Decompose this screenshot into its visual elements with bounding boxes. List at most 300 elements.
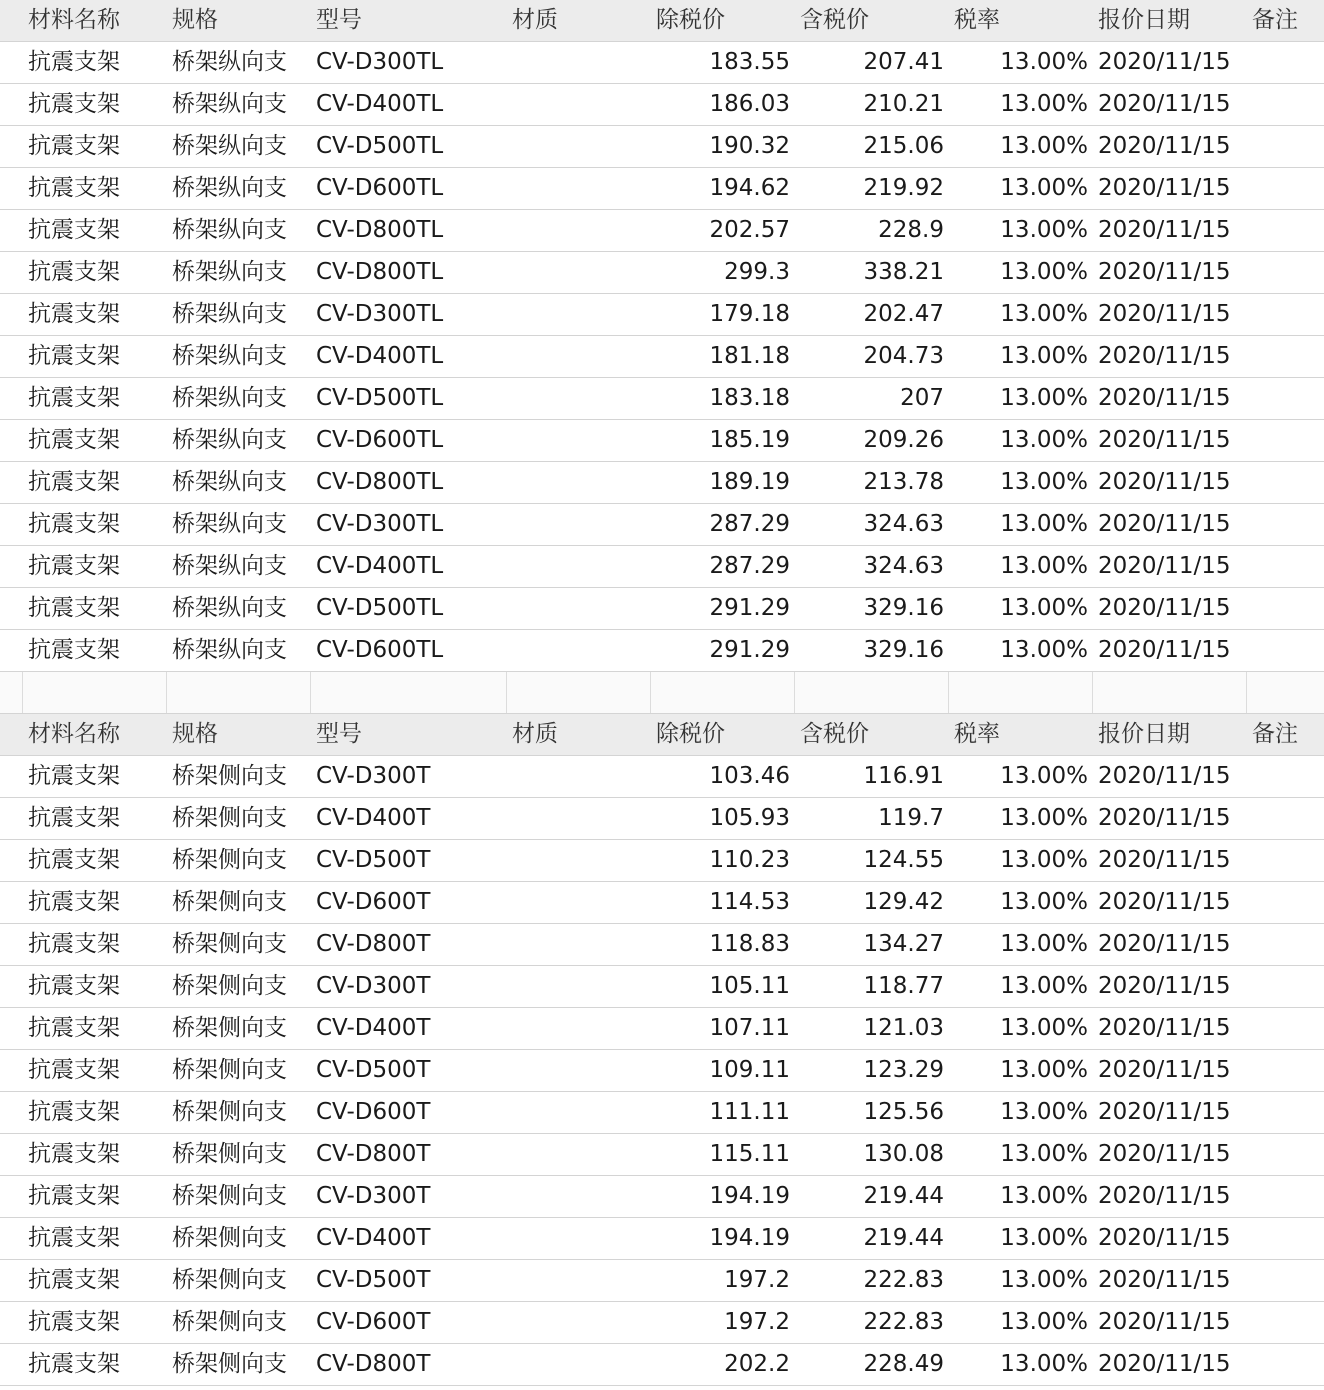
cell-spec[interactable]: 桥架纵向支 bbox=[172, 217, 287, 243]
cell-model[interactable]: CV-D400T bbox=[316, 805, 431, 831]
cell-model[interactable]: CV-D300TL bbox=[316, 301, 444, 327]
cell-material-name[interactable]: 抗震支架 bbox=[28, 931, 120, 957]
cell-material-name[interactable]: 抗震支架 bbox=[28, 595, 120, 621]
cell-price-inc-tax[interactable]: 324.63 bbox=[863, 553, 944, 579]
cell-tax-rate[interactable]: 13.00% bbox=[1000, 1309, 1088, 1335]
cell-model[interactable]: CV-D500T bbox=[316, 1267, 431, 1293]
cell-texture[interactable] bbox=[512, 966, 652, 1007]
cell-model[interactable]: CV-D400TL bbox=[316, 91, 444, 117]
cell-texture[interactable] bbox=[512, 840, 652, 881]
cell-tax-rate[interactable]: 13.00% bbox=[1000, 889, 1088, 915]
cell-remark[interactable] bbox=[1252, 882, 1324, 923]
table-row bbox=[0, 1302, 1324, 1344]
cell-tax-rate[interactable]: 13.00% bbox=[1000, 1057, 1088, 1083]
cell-tax-rate[interactable]: 13.00% bbox=[1000, 1351, 1088, 1377]
cell-model[interactable]: CV-D800T bbox=[316, 1351, 431, 1377]
cell-model[interactable]: CV-D600T bbox=[316, 1309, 431, 1335]
cell-spec[interactable]: 桥架纵向支 bbox=[172, 175, 287, 201]
cell-material-name[interactable]: 抗震支架 bbox=[28, 175, 120, 201]
cell-texture[interactable] bbox=[512, 924, 652, 965]
header-cell-remark[interactable]: 备注 bbox=[1252, 7, 1298, 33]
cell-spec[interactable]: 桥架纵向支 bbox=[172, 553, 287, 579]
cell-material-name[interactable]: 抗震支架 bbox=[28, 301, 120, 327]
cell-remark[interactable] bbox=[1252, 1008, 1324, 1049]
cell-remark[interactable] bbox=[1252, 84, 1324, 125]
cell-spec[interactable]: 桥架纵向支 bbox=[172, 385, 287, 411]
cell-quote-date[interactable]: 2020/11/15 bbox=[1098, 427, 1231, 453]
cell-remark[interactable] bbox=[1252, 168, 1324, 209]
cell-remark[interactable] bbox=[1252, 504, 1324, 545]
cell-price-inc-tax[interactable]: 123.29 bbox=[863, 1057, 944, 1083]
cell-model[interactable]: CV-D300TL bbox=[316, 49, 444, 75]
cell-spec[interactable]: 桥架侧向支 bbox=[172, 1141, 287, 1167]
header-cell-price-inc-tax[interactable]: 含税价 bbox=[800, 721, 869, 747]
cell-tax-rate[interactable]: 13.00% bbox=[1000, 385, 1088, 411]
cell-price-ex-tax[interactable]: 114.53 bbox=[709, 889, 790, 915]
table-row bbox=[0, 378, 1324, 420]
cell-model[interactable]: CV-D600TL bbox=[316, 427, 444, 453]
cell-tax-rate[interactable]: 13.00% bbox=[1000, 1099, 1088, 1125]
cell-price-inc-tax[interactable]: 329.16 bbox=[863, 595, 944, 621]
cell-price-inc-tax[interactable]: 118.77 bbox=[863, 973, 944, 999]
cell-tax-rate[interactable]: 13.00% bbox=[1000, 91, 1088, 117]
cell-model[interactable]: CV-D500TL bbox=[316, 595, 444, 621]
cell-texture[interactable] bbox=[512, 1092, 652, 1133]
cell-texture[interactable] bbox=[512, 84, 652, 125]
cell-price-ex-tax[interactable]: 287.29 bbox=[709, 511, 790, 537]
cell-model[interactable]: CV-D500TL bbox=[316, 133, 444, 159]
blank-row[interactable] bbox=[0, 672, 1324, 714]
cell-spec[interactable]: 桥架纵向支 bbox=[172, 427, 287, 453]
header-cell-material-name[interactable]: 材料名称 bbox=[28, 7, 120, 33]
header-row bbox=[0, 714, 1324, 756]
cell-remark[interactable] bbox=[1252, 378, 1324, 419]
cell-material-name[interactable]: 抗震支架 bbox=[28, 217, 120, 243]
cell-price-ex-tax[interactable]: 291.29 bbox=[709, 595, 790, 621]
cell-quote-date[interactable]: 2020/11/15 bbox=[1098, 343, 1231, 369]
table-row bbox=[0, 84, 1324, 126]
cell-quote-date[interactable]: 2020/11/15 bbox=[1098, 511, 1231, 537]
cell-price-ex-tax[interactable]: 105.11 bbox=[709, 973, 790, 999]
cell-spec[interactable]: 桥架纵向支 bbox=[172, 469, 287, 495]
cell-texture[interactable] bbox=[512, 42, 652, 83]
cell-texture[interactable] bbox=[512, 882, 652, 923]
cell-price-inc-tax[interactable]: 228.49 bbox=[863, 1351, 944, 1377]
cell-price-inc-tax[interactable]: 215.06 bbox=[863, 133, 944, 159]
cell-model[interactable]: CV-D400TL bbox=[316, 553, 444, 579]
cell-remark[interactable] bbox=[1252, 840, 1324, 881]
cell-spec[interactable]: 桥架纵向支 bbox=[172, 343, 287, 369]
cell-material-name[interactable]: 抗震支架 bbox=[28, 889, 120, 915]
cell-material-name[interactable]: 抗震支架 bbox=[28, 1015, 120, 1041]
cell-quote-date[interactable]: 2020/11/15 bbox=[1098, 847, 1231, 873]
cell-remark[interactable] bbox=[1252, 336, 1324, 377]
cell-material-name[interactable]: 抗震支架 bbox=[28, 259, 120, 285]
cell-texture[interactable] bbox=[512, 504, 652, 545]
cell-price-inc-tax[interactable]: 228.9 bbox=[878, 217, 944, 243]
cell-texture[interactable] bbox=[512, 1050, 652, 1091]
cell-price-ex-tax[interactable]: 105.93 bbox=[709, 805, 790, 831]
header-cell-quote-date[interactable]: 报价日期 bbox=[1098, 721, 1190, 747]
cell-model[interactable]: CV-D800T bbox=[316, 931, 431, 957]
cell-texture[interactable] bbox=[512, 252, 652, 293]
cell-tax-rate[interactable]: 13.00% bbox=[1000, 637, 1088, 663]
cell-spec[interactable]: 桥架纵向支 bbox=[172, 301, 287, 327]
cell-texture[interactable] bbox=[512, 588, 652, 629]
cell-material-name[interactable]: 抗震支架 bbox=[28, 973, 120, 999]
cell-tax-rate[interactable]: 13.00% bbox=[1000, 259, 1088, 285]
cell-remark[interactable] bbox=[1252, 966, 1324, 1007]
cell-material-name[interactable]: 抗震支架 bbox=[28, 343, 120, 369]
cell-remark[interactable] bbox=[1252, 1176, 1324, 1217]
cell-remark[interactable] bbox=[1252, 462, 1324, 503]
cell-texture[interactable] bbox=[512, 630, 652, 671]
cell-price-inc-tax[interactable]: 202.47 bbox=[863, 301, 944, 327]
cell-tax-rate[interactable]: 13.00% bbox=[1000, 1225, 1088, 1251]
cell-model[interactable]: CV-D600TL bbox=[316, 175, 444, 201]
cell-quote-date[interactable]: 2020/11/15 bbox=[1098, 1267, 1231, 1293]
cell-quote-date[interactable]: 2020/11/15 bbox=[1098, 1225, 1231, 1251]
cell-model[interactable]: CV-D400TL bbox=[316, 343, 444, 369]
header-cell-model[interactable]: 型号 bbox=[316, 7, 362, 33]
cell-remark[interactable] bbox=[1252, 294, 1324, 335]
cell-material-name[interactable]: 抗震支架 bbox=[28, 763, 120, 789]
cell-remark[interactable] bbox=[1252, 1302, 1324, 1343]
cell-tax-rate[interactable]: 13.00% bbox=[1000, 343, 1088, 369]
cell-quote-date[interactable]: 2020/11/15 bbox=[1098, 1351, 1231, 1377]
header-cell-model[interactable]: 型号 bbox=[316, 721, 362, 747]
cell-price-inc-tax[interactable]: 209.26 bbox=[863, 427, 944, 453]
cell-texture[interactable] bbox=[512, 798, 652, 839]
cell-price-ex-tax[interactable]: 110.23 bbox=[709, 847, 790, 873]
cell-price-ex-tax[interactable]: 186.03 bbox=[709, 91, 790, 117]
cell-model[interactable]: CV-D800TL bbox=[316, 259, 444, 285]
cell-model[interactable]: CV-D400T bbox=[316, 1225, 431, 1251]
cell-price-ex-tax[interactable]: 299.3 bbox=[724, 259, 790, 285]
cell-spec[interactable]: 桥架侧向支 bbox=[172, 1015, 287, 1041]
cell-spec[interactable]: 桥架侧向支 bbox=[172, 1351, 287, 1377]
cell-tax-rate[interactable]: 13.00% bbox=[1000, 847, 1088, 873]
cell-price-ex-tax[interactable]: 287.29 bbox=[709, 553, 790, 579]
header-cell-material-name[interactable]: 材料名称 bbox=[28, 721, 120, 747]
cell-spec[interactable]: 桥架侧向支 bbox=[172, 1057, 287, 1083]
cell-spec[interactable]: 桥架侧向支 bbox=[172, 973, 287, 999]
cell-price-inc-tax[interactable]: 207 bbox=[900, 385, 944, 411]
cell-price-ex-tax[interactable]: 194.19 bbox=[709, 1183, 790, 1209]
cell-price-ex-tax[interactable]: 291.29 bbox=[709, 637, 790, 663]
cell-price-inc-tax[interactable]: 207.41 bbox=[863, 49, 944, 75]
cell-tax-rate[interactable]: 13.00% bbox=[1000, 511, 1088, 537]
cell-material-name[interactable]: 抗震支架 bbox=[28, 1099, 120, 1125]
cell-spec[interactable]: 桥架纵向支 bbox=[172, 637, 287, 663]
cell-spec[interactable]: 桥架侧向支 bbox=[172, 889, 287, 915]
cell-remark[interactable] bbox=[1252, 1092, 1324, 1133]
cell-spec[interactable]: 桥架侧向支 bbox=[172, 1099, 287, 1125]
cell-price-ex-tax[interactable]: 183.18 bbox=[709, 385, 790, 411]
cell-price-inc-tax[interactable]: 116.91 bbox=[863, 763, 944, 789]
cell-price-inc-tax[interactable]: 329.16 bbox=[863, 637, 944, 663]
cell-model[interactable]: CV-D300T bbox=[316, 973, 431, 999]
cell-material-name[interactable]: 抗震支架 bbox=[28, 1225, 120, 1251]
cell-quote-date[interactable]: 2020/11/15 bbox=[1098, 91, 1231, 117]
cell-tax-rate[interactable]: 13.00% bbox=[1000, 1183, 1088, 1209]
cell-price-inc-tax[interactable]: 124.55 bbox=[863, 847, 944, 873]
cell-quote-date[interactable]: 2020/11/15 bbox=[1098, 553, 1231, 579]
cell-material-name[interactable]: 抗震支架 bbox=[28, 637, 120, 663]
header-cell-price-ex-tax[interactable]: 除税价 bbox=[656, 721, 725, 747]
cell-material-name[interactable]: 抗震支架 bbox=[28, 1309, 120, 1335]
cell-spec[interactable]: 桥架纵向支 bbox=[172, 133, 287, 159]
cell-tax-rate[interactable]: 13.00% bbox=[1000, 763, 1088, 789]
header-cell-texture[interactable]: 材质 bbox=[512, 7, 558, 33]
cell-quote-date[interactable]: 2020/11/15 bbox=[1098, 931, 1231, 957]
cell-spec[interactable]: 桥架侧向支 bbox=[172, 763, 287, 789]
cell-model[interactable]: CV-D400T bbox=[316, 1015, 431, 1041]
cell-model[interactable]: CV-D500T bbox=[316, 1057, 431, 1083]
cell-tax-rate[interactable]: 13.00% bbox=[1000, 595, 1088, 621]
cell-quote-date[interactable]: 2020/11/15 bbox=[1098, 805, 1231, 831]
table-row bbox=[0, 1008, 1324, 1050]
cell-tax-rate[interactable]: 13.00% bbox=[1000, 1267, 1088, 1293]
header-cell-texture[interactable]: 材质 bbox=[512, 721, 558, 747]
cell-quote-date[interactable]: 2020/11/15 bbox=[1098, 1309, 1231, 1335]
cell-material-name[interactable]: 抗震支架 bbox=[28, 385, 120, 411]
cell-material-name[interactable]: 抗震支架 bbox=[28, 847, 120, 873]
cell-material-name[interactable]: 抗震支架 bbox=[28, 1183, 120, 1209]
cell-quote-date[interactable]: 2020/11/15 bbox=[1098, 1183, 1231, 1209]
cell-texture[interactable] bbox=[512, 126, 652, 167]
cell-price-ex-tax[interactable]: 194.19 bbox=[709, 1225, 790, 1251]
cell-remark[interactable] bbox=[1252, 588, 1324, 629]
cell-price-ex-tax[interactable]: 115.11 bbox=[709, 1141, 790, 1167]
cell-tax-rate[interactable]: 13.00% bbox=[1000, 133, 1088, 159]
cell-tax-rate[interactable]: 13.00% bbox=[1000, 931, 1088, 957]
cell-remark[interactable] bbox=[1252, 924, 1324, 965]
cell-spec[interactable]: 桥架侧向支 bbox=[172, 805, 287, 831]
cell-spec[interactable]: 桥架纵向支 bbox=[172, 259, 287, 285]
cell-material-name[interactable]: 抗震支架 bbox=[28, 1351, 120, 1377]
cell-tax-rate[interactable]: 13.00% bbox=[1000, 553, 1088, 579]
cell-remark[interactable] bbox=[1252, 546, 1324, 587]
cell-price-inc-tax[interactable]: 219.44 bbox=[863, 1183, 944, 1209]
cell-quote-date[interactable]: 2020/11/15 bbox=[1098, 133, 1231, 159]
cell-price-inc-tax[interactable]: 121.03 bbox=[863, 1015, 944, 1041]
cell-price-ex-tax[interactable]: 183.55 bbox=[709, 49, 790, 75]
cell-price-inc-tax[interactable]: 210.21 bbox=[863, 91, 944, 117]
table-row bbox=[0, 462, 1324, 504]
cell-spec[interactable]: 桥架侧向支 bbox=[172, 1183, 287, 1209]
cell-quote-date[interactable]: 2020/11/15 bbox=[1098, 259, 1231, 285]
header-cell-quote-date[interactable]: 报价日期 bbox=[1098, 7, 1190, 33]
cell-remark[interactable] bbox=[1252, 1050, 1324, 1091]
cell-price-ex-tax[interactable]: 197.2 bbox=[724, 1309, 790, 1335]
cell-price-ex-tax[interactable]: 118.83 bbox=[709, 931, 790, 957]
cell-texture[interactable] bbox=[512, 420, 652, 461]
cell-quote-date[interactable]: 2020/11/15 bbox=[1098, 301, 1231, 327]
cell-remark[interactable] bbox=[1252, 210, 1324, 251]
cell-texture[interactable] bbox=[512, 1302, 652, 1343]
cell-remark[interactable] bbox=[1252, 756, 1324, 797]
cell-price-ex-tax[interactable]: 181.18 bbox=[709, 343, 790, 369]
cell-spec[interactable]: 桥架侧向支 bbox=[172, 1225, 287, 1251]
cell-quote-date[interactable]: 2020/11/15 bbox=[1098, 637, 1231, 663]
header-cell-price-inc-tax[interactable]: 含税价 bbox=[800, 7, 869, 33]
cell-price-inc-tax[interactable]: 222.83 bbox=[863, 1309, 944, 1335]
cell-quote-date[interactable]: 2020/11/15 bbox=[1098, 385, 1231, 411]
cell-quote-date[interactable]: 2020/11/15 bbox=[1098, 1141, 1231, 1167]
cell-remark[interactable] bbox=[1252, 420, 1324, 461]
cell-quote-date[interactable]: 2020/11/15 bbox=[1098, 1099, 1231, 1125]
cell-material-name[interactable]: 抗震支架 bbox=[28, 553, 120, 579]
cell-price-ex-tax[interactable]: 202.2 bbox=[724, 1351, 790, 1377]
cell-tax-rate[interactable]: 13.00% bbox=[1000, 469, 1088, 495]
cell-spec[interactable]: 桥架纵向支 bbox=[172, 511, 287, 537]
grid-line bbox=[166, 672, 167, 713]
cell-price-inc-tax[interactable]: 222.83 bbox=[863, 1267, 944, 1293]
cell-spec[interactable]: 桥架纵向支 bbox=[172, 49, 287, 75]
cell-texture[interactable] bbox=[512, 1218, 652, 1259]
cell-tax-rate[interactable]: 13.00% bbox=[1000, 175, 1088, 201]
cell-price-inc-tax[interactable]: 219.44 bbox=[863, 1225, 944, 1251]
header-cell-tax-rate[interactable]: 税率 bbox=[954, 721, 1000, 747]
cell-price-inc-tax[interactable]: 213.78 bbox=[863, 469, 944, 495]
cell-remark[interactable] bbox=[1252, 252, 1324, 293]
cell-quote-date[interactable]: 2020/11/15 bbox=[1098, 1057, 1231, 1083]
table-row bbox=[0, 924, 1324, 966]
cell-model[interactable]: CV-D500TL bbox=[316, 385, 444, 411]
cell-model[interactable]: CV-D500T bbox=[316, 847, 431, 873]
cell-spec[interactable]: 桥架侧向支 bbox=[172, 847, 287, 873]
cell-spec[interactable]: 桥架纵向支 bbox=[172, 91, 287, 117]
cell-price-ex-tax[interactable]: 111.11 bbox=[709, 1099, 790, 1125]
cell-texture[interactable] bbox=[512, 1008, 652, 1049]
cell-model[interactable]: CV-D800TL bbox=[316, 469, 444, 495]
cell-quote-date[interactable]: 2020/11/15 bbox=[1098, 595, 1231, 621]
header-cell-spec[interactable]: 规格 bbox=[172, 721, 218, 747]
cell-price-ex-tax[interactable]: 107.11 bbox=[709, 1015, 790, 1041]
cell-quote-date[interactable]: 2020/11/15 bbox=[1098, 973, 1231, 999]
cell-model[interactable]: CV-D600T bbox=[316, 1099, 431, 1125]
cell-tax-rate[interactable]: 13.00% bbox=[1000, 1015, 1088, 1041]
cell-texture[interactable] bbox=[512, 168, 652, 209]
cell-texture[interactable] bbox=[512, 1176, 652, 1217]
cell-texture[interactable] bbox=[512, 1260, 652, 1301]
cell-material-name[interactable]: 抗震支架 bbox=[28, 133, 120, 159]
cell-spec[interactable]: 桥架侧向支 bbox=[172, 931, 287, 957]
header-cell-remark[interactable]: 备注 bbox=[1252, 721, 1298, 747]
cell-price-inc-tax[interactable]: 119.7 bbox=[878, 805, 944, 831]
cell-material-name[interactable]: 抗震支架 bbox=[28, 1267, 120, 1293]
cell-price-ex-tax[interactable]: 190.32 bbox=[709, 133, 790, 159]
cell-price-inc-tax[interactable]: 125.56 bbox=[863, 1099, 944, 1125]
cell-price-inc-tax[interactable]: 129.42 bbox=[863, 889, 944, 915]
cell-material-name[interactable]: 抗震支架 bbox=[28, 469, 120, 495]
cell-material-name[interactable]: 抗震支架 bbox=[28, 49, 120, 75]
cell-tax-rate[interactable]: 13.00% bbox=[1000, 49, 1088, 75]
table-row bbox=[0, 882, 1324, 924]
cell-tax-rate[interactable]: 13.00% bbox=[1000, 805, 1088, 831]
cell-price-inc-tax[interactable]: 130.08 bbox=[863, 1141, 944, 1167]
cell-model[interactable]: CV-D800T bbox=[316, 1141, 431, 1167]
cell-model[interactable]: CV-D600T bbox=[316, 889, 431, 915]
cell-tax-rate[interactable]: 13.00% bbox=[1000, 427, 1088, 453]
cell-material-name[interactable]: 抗震支架 bbox=[28, 1141, 120, 1167]
cell-remark[interactable] bbox=[1252, 630, 1324, 671]
cell-quote-date[interactable]: 2020/11/15 bbox=[1098, 49, 1231, 75]
cell-price-ex-tax[interactable]: 109.11 bbox=[709, 1057, 790, 1083]
cell-texture[interactable] bbox=[512, 210, 652, 251]
cell-price-ex-tax[interactable]: 197.2 bbox=[724, 1267, 790, 1293]
cell-material-name[interactable]: 抗震支架 bbox=[28, 805, 120, 831]
cell-remark[interactable] bbox=[1252, 42, 1324, 83]
cell-texture[interactable] bbox=[512, 756, 652, 797]
cell-remark[interactable] bbox=[1252, 1218, 1324, 1259]
cell-price-inc-tax[interactable]: 204.73 bbox=[863, 343, 944, 369]
cell-tax-rate[interactable]: 13.00% bbox=[1000, 973, 1088, 999]
cell-material-name[interactable]: 抗震支架 bbox=[28, 511, 120, 537]
cell-texture[interactable] bbox=[512, 1344, 652, 1385]
cell-texture[interactable] bbox=[512, 462, 652, 503]
cell-model[interactable]: CV-D800TL bbox=[316, 217, 444, 243]
cell-remark[interactable] bbox=[1252, 1344, 1324, 1385]
cell-model[interactable]: CV-D300TL bbox=[316, 511, 444, 537]
cell-quote-date[interactable]: 2020/11/15 bbox=[1098, 889, 1231, 915]
table-row bbox=[0, 252, 1324, 294]
cell-quote-date[interactable]: 2020/11/15 bbox=[1098, 175, 1231, 201]
cell-tax-rate[interactable]: 13.00% bbox=[1000, 217, 1088, 243]
cell-quote-date[interactable]: 2020/11/15 bbox=[1098, 469, 1231, 495]
cell-spec[interactable]: 桥架侧向支 bbox=[172, 1267, 287, 1293]
cell-texture[interactable] bbox=[512, 1134, 652, 1175]
header-cell-tax-rate[interactable]: 税率 bbox=[954, 7, 1000, 33]
cell-tax-rate[interactable]: 13.00% bbox=[1000, 1141, 1088, 1167]
cell-spec[interactable]: 桥架纵向支 bbox=[172, 595, 287, 621]
table-row bbox=[0, 1260, 1324, 1302]
cell-texture[interactable] bbox=[512, 336, 652, 377]
cell-model[interactable]: CV-D300T bbox=[316, 1183, 431, 1209]
cell-price-inc-tax[interactable]: 338.21 bbox=[863, 259, 944, 285]
cell-remark[interactable] bbox=[1252, 798, 1324, 839]
cell-price-ex-tax[interactable]: 189.19 bbox=[709, 469, 790, 495]
cell-price-ex-tax[interactable]: 103.46 bbox=[709, 763, 790, 789]
cell-tax-rate[interactable]: 13.00% bbox=[1000, 301, 1088, 327]
cell-remark[interactable] bbox=[1252, 126, 1324, 167]
cell-spec[interactable]: 桥架侧向支 bbox=[172, 1309, 287, 1335]
cell-remark[interactable] bbox=[1252, 1134, 1324, 1175]
cell-material-name[interactable]: 抗震支架 bbox=[28, 91, 120, 117]
cell-quote-date[interactable]: 2020/11/15 bbox=[1098, 1015, 1231, 1041]
cell-price-ex-tax[interactable]: 185.19 bbox=[709, 427, 790, 453]
cell-price-inc-tax[interactable]: 134.27 bbox=[863, 931, 944, 957]
cell-price-inc-tax[interactable]: 219.92 bbox=[863, 175, 944, 201]
cell-price-inc-tax[interactable]: 324.63 bbox=[863, 511, 944, 537]
header-cell-spec[interactable]: 规格 bbox=[172, 7, 218, 33]
cell-texture[interactable] bbox=[512, 378, 652, 419]
cell-material-name[interactable]: 抗震支架 bbox=[28, 1057, 120, 1083]
cell-quote-date[interactable]: 2020/11/15 bbox=[1098, 763, 1231, 789]
header-cell-price-ex-tax[interactable]: 除税价 bbox=[656, 7, 725, 33]
cell-quote-date[interactable]: 2020/11/15 bbox=[1098, 217, 1231, 243]
cell-remark[interactable] bbox=[1252, 1260, 1324, 1301]
cell-texture[interactable] bbox=[512, 546, 652, 587]
cell-price-ex-tax[interactable]: 202.57 bbox=[709, 217, 790, 243]
cell-model[interactable]: CV-D300T bbox=[316, 763, 431, 789]
cell-material-name[interactable]: 抗震支架 bbox=[28, 427, 120, 453]
cell-price-ex-tax[interactable]: 179.18 bbox=[709, 301, 790, 327]
cell-price-ex-tax[interactable]: 194.62 bbox=[709, 175, 790, 201]
cell-model[interactable]: CV-D600TL bbox=[316, 637, 444, 663]
cell-texture[interactable] bbox=[512, 294, 652, 335]
